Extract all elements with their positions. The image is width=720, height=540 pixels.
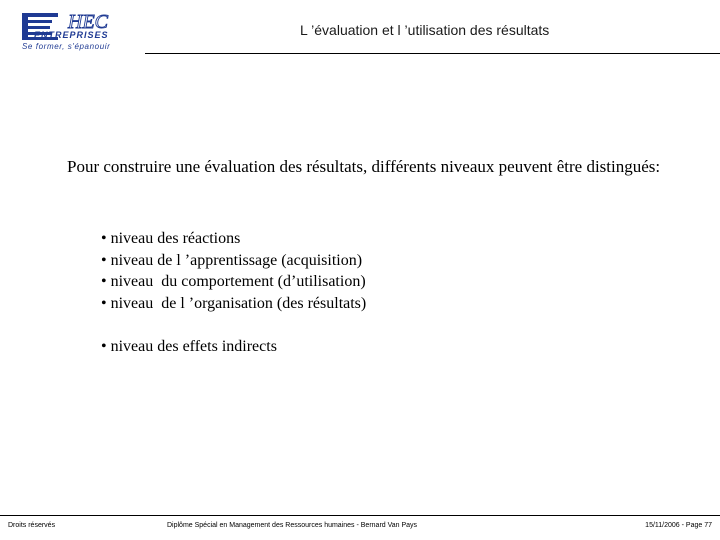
logo-primary-text: HEC bbox=[68, 11, 108, 33]
logo-tagline: Se former, s'épanouir bbox=[22, 42, 111, 51]
levels-list bbox=[101, 228, 366, 314]
slide-title: L ’évaluation et l ’utilisation des résultats bbox=[300, 22, 550, 38]
list-item-indirect-effects: • niveau des effets indirects bbox=[101, 338, 277, 355]
list-item: • niveau du comportement (d’utilisation) bbox=[101, 273, 366, 290]
footer-course: Diplôme Spécial en Management des Ressources humaines - Bernard Van Pays bbox=[167, 522, 418, 529]
logo-secondary-text: ENTREPRISES bbox=[34, 30, 109, 40]
header-divider bbox=[145, 53, 720, 54]
list-item: • niveau de l ’apprentissage (acquisition) bbox=[101, 251, 363, 269]
hec-entreprises-logo bbox=[20, 10, 140, 52]
list-item: • niveau des réactions bbox=[101, 230, 241, 247]
footer-divider bbox=[0, 515, 720, 516]
footer-rights: Droits réservés bbox=[8, 522, 56, 529]
footer-date-page: 15/11/2006 - Page 77 bbox=[645, 522, 712, 529]
intro-paragraph: Pour construire une évaluation des résultats, différents niveaux peuvent être distingués: bbox=[67, 157, 661, 176]
list-item: • niveau de l ’organisation (des résultats) bbox=[101, 294, 367, 312]
